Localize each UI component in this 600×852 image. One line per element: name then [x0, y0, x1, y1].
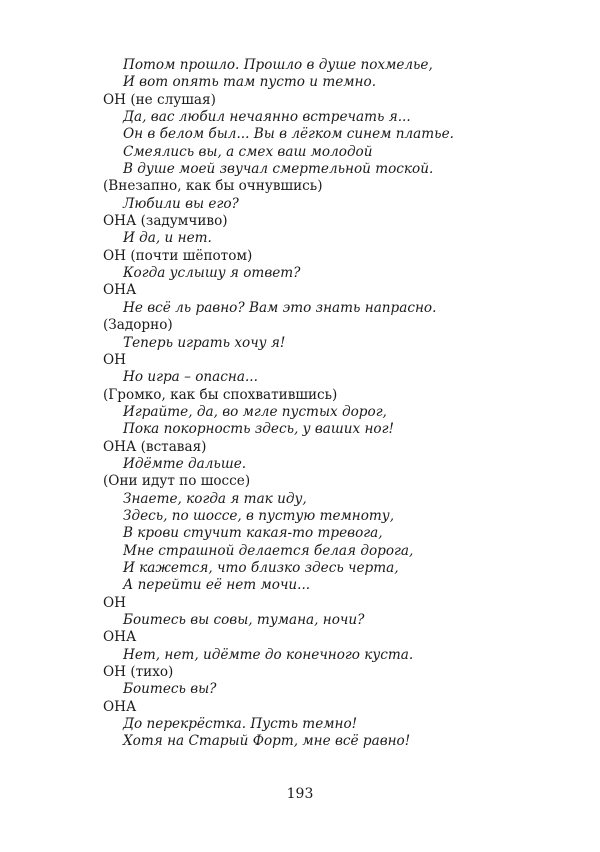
- verse-line: Да, вас любил нечаянно встречать я...: [123, 109, 411, 126]
- verse-line: Смеялись вы, а смех ваш молодой: [123, 143, 373, 160]
- speaker-line: ОН: [103, 594, 126, 611]
- verse-line: Боитесь вы?: [123, 681, 217, 698]
- stage-direction: (Внезапно, как бы очнувшись): [103, 178, 323, 195]
- stage-direction: (Они идут по шоссе): [103, 473, 251, 490]
- verse-line: А перейти её нет мочи...: [123, 577, 311, 594]
- speaker-line: ОНА: [103, 629, 137, 646]
- verse-line: Знаете, когда я так иду,: [123, 490, 307, 507]
- verse-line: Потом прошло. Прошло в душе похмелье,: [123, 57, 433, 73]
- verse-line: Хотя на Старый Форт, мне всё равно!: [123, 733, 411, 750]
- verse-line: Мне страшной делается белая дорога,: [123, 542, 414, 559]
- verse-line: В крови стучит какая-то тревога,: [123, 525, 383, 542]
- verse-line: Здесь, по шоссе, в пустую темноту,: [123, 507, 395, 524]
- speaker-line: ОН (тихо): [103, 664, 174, 681]
- speaker-line: ОНА (вставая): [103, 438, 207, 455]
- verse-line: Пока покорность здесь, у ваших ног!: [123, 421, 394, 438]
- verse-line: И вот опять там пусто и темно.: [123, 74, 377, 91]
- speaker-line: ОНА: [103, 698, 137, 715]
- play-text: [103, 57, 573, 751]
- speaker-line: ОНА: [103, 282, 137, 299]
- verse-line: Боитесь вы совы, тумана, ночи?: [123, 612, 365, 628]
- verse-line: Когда услышу я ответ?: [123, 265, 301, 282]
- verse-line: Любили вы его?: [123, 195, 239, 212]
- verse-line: Не всё ль равно? Вам это знать напрасно.: [123, 299, 437, 316]
- verse-line: Он в белом был... Вы в лёгком синем платье.: [123, 126, 454, 143]
- verse-line: Играйте, да, во мгле пустых дорог,: [123, 403, 387, 420]
- speaker-line: ОНА (задумчиво): [103, 213, 228, 230]
- stage-direction: (Громко, как бы спохватившись): [103, 386, 338, 403]
- stage-direction: (Задорно): [103, 317, 173, 334]
- verse-line: В душе моей звучал смертельной тоской.: [123, 161, 434, 178]
- verse-line: Нет, нет, идёмте до конечного куста.: [123, 646, 414, 663]
- speaker-line: ОН: [103, 351, 126, 368]
- page-number: 193: [286, 786, 314, 802]
- verse-line: Теперь играть хочу я!: [123, 334, 286, 351]
- verse-line: И да, и нет.: [123, 230, 212, 247]
- verse-line: До перекрёстка. Пусть темно!: [123, 716, 358, 733]
- verse-line: И кажется, что близко здесь черта,: [123, 559, 399, 576]
- verse-line: Идёмте дальше.: [123, 455, 247, 472]
- speaker-line: ОН (почти шёпотом): [103, 247, 253, 264]
- verse-line: Но игра – опасна...: [123, 369, 258, 386]
- speaker-line: ОН (не слушая): [103, 91, 216, 108]
